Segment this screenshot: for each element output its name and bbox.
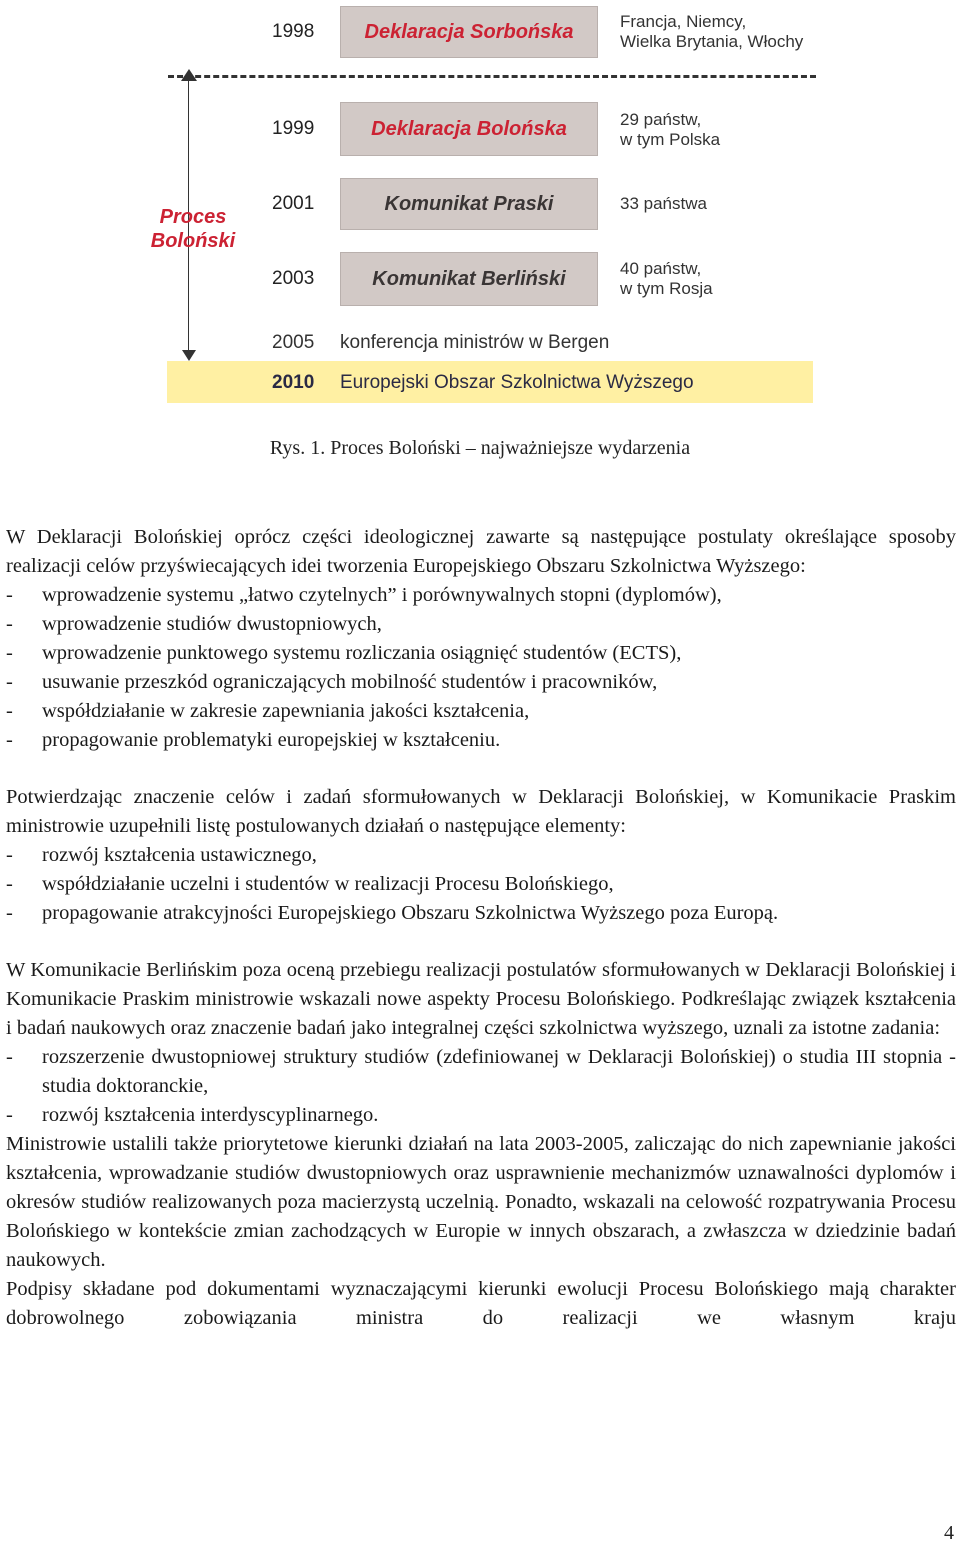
- list-item: - wprowadzenie punktowego systemu rozliczania osiągnięć studentów (ECTS),: [6, 642, 682, 664]
- paragraph-bologna-intro: W Deklaracji Bolońskiej oprócz części ideologicznej zawarte są następujące postulaty określające sposoby realizacji celów przyświecających idei tworzenia Europejskiego Obszaru Szkolnictwa Wyższego:: [6, 526, 956, 577]
- list-item: - propagowanie problematyki europejskiej w kształceniu.: [6, 729, 501, 751]
- document-body: [6, 523, 956, 1333]
- year-2001: 2001: [272, 193, 315, 214]
- paragraph-priorities: Ministrowie ustalili także priorytetowe kierunki działań na lata 2003-2005, zaliczając do nich zapewnianie jakości kształcenia, wprowadzanie studiów dwustopniowych oraz usprawnienie mechanizmów uznawalności dyplomów i okresów studiów realizowanych poza macierzystą uczelnią. Ponadto, wskazali na celowość rozpatrywania Procesu Bolońskiego w kontekście zmian zachodzących w Europie w innych obszarach, a zwłaszcza w dziedzinie badań naukowych.: [6, 1133, 956, 1271]
- list-item: - usuwanie przeszkód ograniczających mobilność studentów i pracowników,: [6, 671, 658, 693]
- list-item: - wprowadzenie studiów dwustopniowych,: [6, 613, 382, 635]
- list-item: - rozszerzenie dwustopniowej struktury studiów (zdefiniowanej w Deklaracji Bolońskiej) o studia III stopnia - studia doktoranckie,: [6, 1046, 956, 1097]
- year-1998: 1998: [272, 21, 315, 42]
- list-item: - rozwój kształcenia interdyscyplinarnego.: [6, 1104, 379, 1126]
- event-note-1998: Francja, Niemcy, Wielka Brytania, Włochy: [620, 12, 804, 51]
- event-row-2005: [272, 332, 610, 354]
- page-number: 4: [944, 1522, 954, 1544]
- list-item: - wprowadzenie systemu „łatwo czytelnych” i porównywalnych stopni (dyplomów),: [6, 584, 722, 606]
- event-box-berlin: Komunikat Berliński: [340, 252, 598, 306]
- event-note-1999: 29 państw, w tym Polska: [620, 110, 721, 149]
- event-text-2005: konferencja ministrów w Bergen: [340, 332, 610, 353]
- list-item: - współdziałanie w zakresie zapewniania jakości kształcenia,: [6, 700, 530, 722]
- event-box-bologna: Deklaracja Bolońska: [340, 102, 598, 156]
- event-box-sorbonne: Deklaracja Sorbońska: [340, 6, 598, 58]
- event-note-2003: 40 państw, w tym Rosja: [620, 259, 713, 298]
- event-box-prague: Komunikat Praski: [340, 178, 598, 230]
- paragraph-berlin-intro: W Komunikacie Berlińskim poza oceną przebiegu realizacji postulatów sformułowanych w Deklaracji Bolońskiej i Komunikacie Praskim ministrowie wskazali nowe aspekty Procesu Bolońskiego. Podkreślając związek kształcenia i badań naukowych oraz znaczenie badań jako integralnej części szkolnictwa wyższego, uznali za istotne zadania:: [6, 959, 956, 1039]
- arrow-up-icon: [181, 69, 197, 81]
- year-2010: 2010: [272, 372, 315, 393]
- year-1999: 1999: [272, 118, 315, 139]
- event-text-2010: Europejski Obszar Szkolnictwa Wyższego: [340, 372, 694, 393]
- dashed-separator: [168, 75, 816, 78]
- event-note-2001: 33 państwa: [620, 194, 707, 213]
- year-2003: 2003: [272, 268, 315, 289]
- list-item: - rozwój kształcenia ustawicznego,: [6, 844, 317, 866]
- year-2005: 2005: [272, 332, 315, 353]
- list-item: - współdziałanie uczelni i studentów w realizacji Procesu Bolońskiego,: [6, 873, 614, 895]
- paragraph-prague-intro: Potwierdzając znaczenie celów i zadań sformułowanych w Deklaracji Bolońskiej, w Komunikacie Praskim ministrowie uzupełnili listę postulowanych działań o następujące elementy:: [6, 786, 956, 837]
- highlight-2010: [167, 361, 813, 403]
- figure-caption: Rys. 1. Proces Boloński – najważniejsze wydarzenia: [269, 437, 691, 459]
- paragraph-signatures: Podpisy składane pod dokumentami wyznaczającymi kierunki ewolucji Procesu Bolońskiego mają charakter dobrowolnego zobowiązania ministra do realizacji we własnym kraju: [6, 1278, 956, 1329]
- arrow-down-icon: [182, 350, 196, 361]
- list-item: - propagowanie atrakcyjności Europejskiego Obszaru Szkolnictwa Wyższego poza Europą.: [6, 902, 779, 924]
- process-label: Proces Boloński: [150, 206, 236, 252]
